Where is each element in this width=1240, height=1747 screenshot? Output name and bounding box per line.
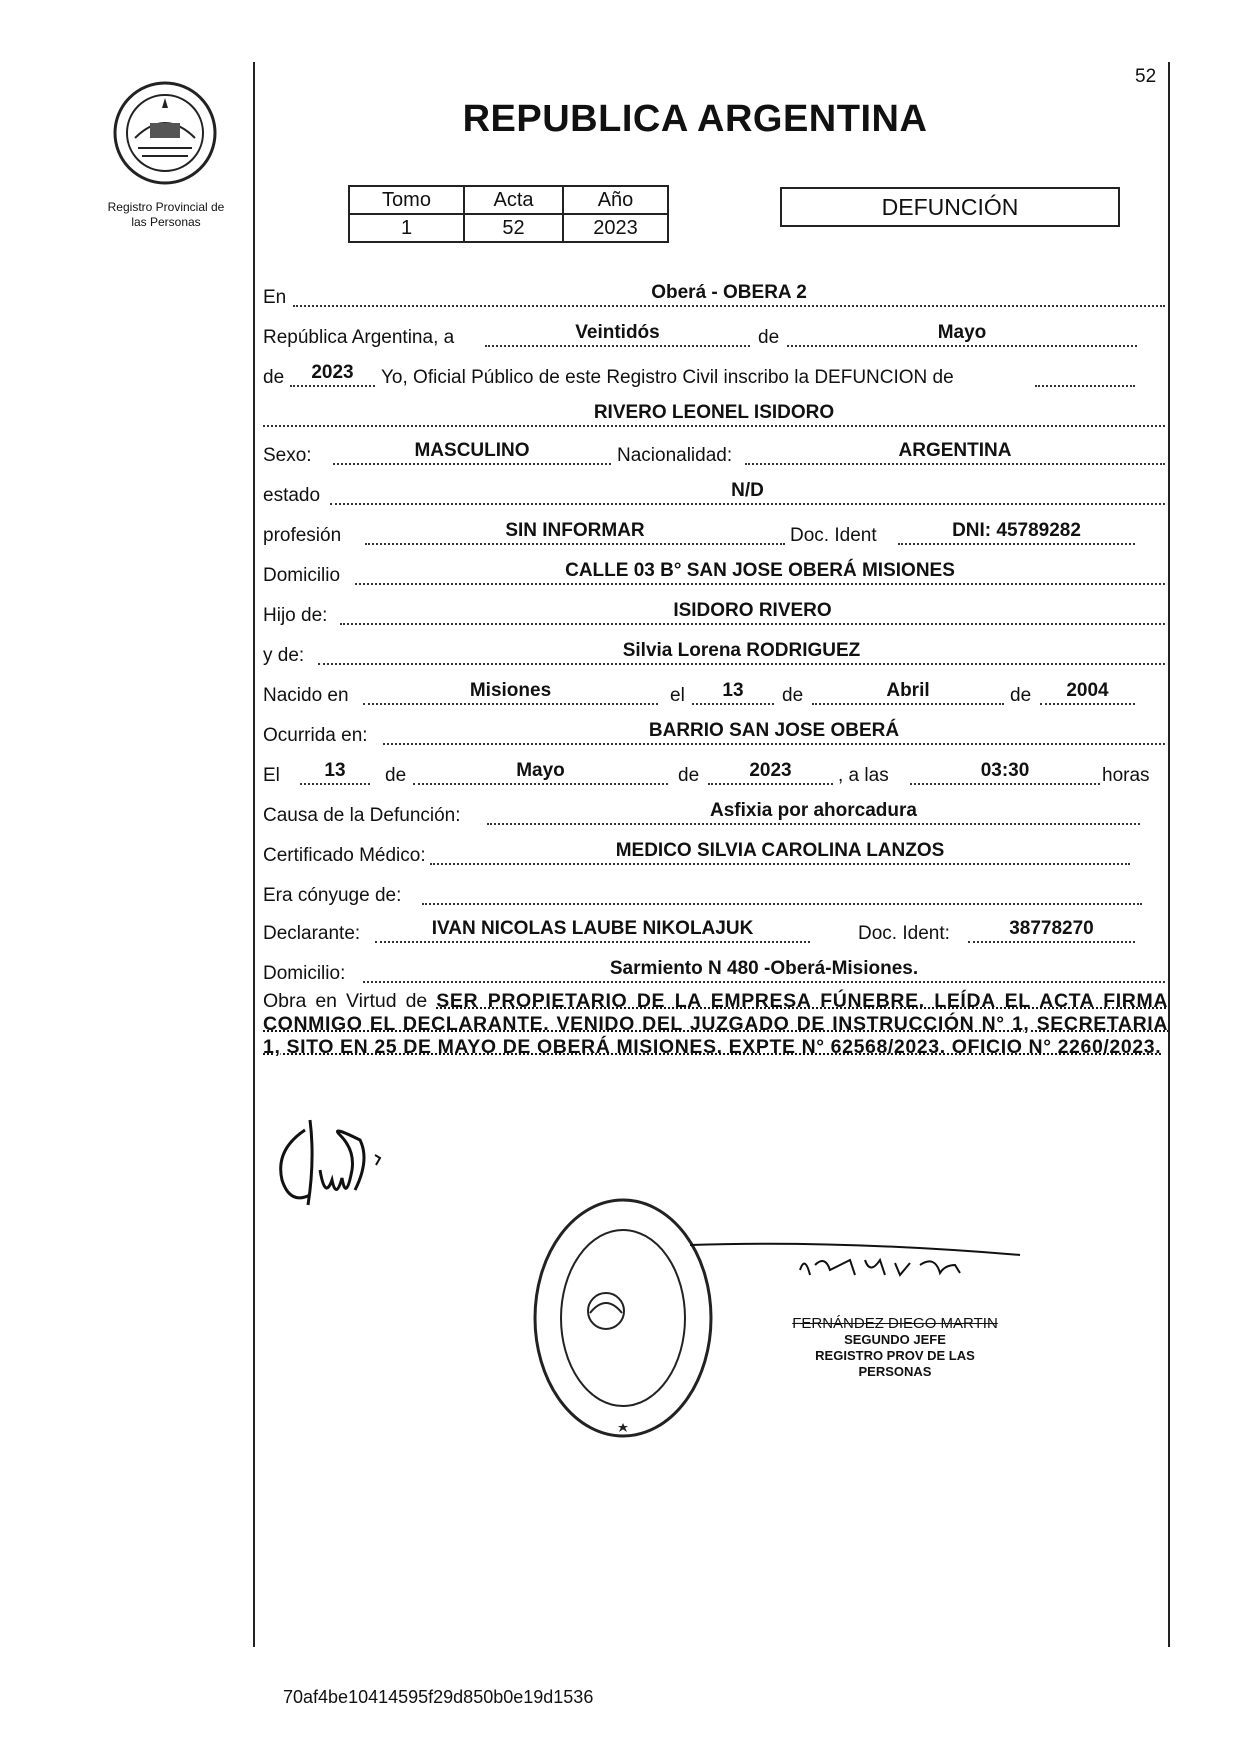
domicilio-value: CALLE 03 B° SAN JOSE OBERÁ MISIONES [355,561,1165,585]
sexo-value: MASCULINO [333,441,611,465]
declarante-label: Declarante: [263,923,361,944]
hijo-value: ISIDORO RIVERO [340,601,1165,625]
official-signature-block [780,1316,1010,1380]
document-hash: 70af4be10414595f29d850b0e19d1536 [283,1687,594,1707]
ocurrida-label: Ocurrida en: [263,725,368,746]
domicilio-label: Domicilio [263,565,341,586]
year-value: 2023 [290,363,375,387]
nacido-day: 13 [692,681,774,705]
conyuge-value [422,881,1142,905]
death-year: 2023 [708,761,833,785]
domicilio2-value: Sarmiento N 480 -Oberá-Misiones. [363,959,1165,983]
obra-value: SER PROPIETARIO DE LA EMPRESA FÚNEBRE. LEÍDA EL ACTA FIRMA CONMIGO EL DECLARANTE. VENIDO DEL JUZGADO DE INSTRUCCIÓN N° 1, SECRETARIA 1, SITO EN 25 DE MAYO DE OBERÁ MISIONES. EXPTE N° 62568/2023. OFICIO N° 2260/2023. [263,990,1168,1058]
left-margin-line [253,62,255,1647]
ocurrida-value: BARRIO SAN JOSE OBERÁ [383,721,1165,745]
en-value: Oberá - OBERA 2 [293,283,1165,307]
hijo-label: Hijo de: [263,605,328,626]
yde-label: y de: [263,645,305,666]
acta-value: 52 [464,214,563,242]
official-stamp-icon [528,1193,718,1443]
cert-value: MEDICO SILVIA CAROLINA LANZOS [430,841,1130,865]
causa-label: Causa de la Defunción: [263,805,461,826]
month-text: Mayo [787,323,1137,347]
org-name: Registro Provincial de las Personas [107,200,225,229]
death-time: 03:30 [910,761,1100,785]
el-cap-label: El [263,765,280,786]
anio-value: 2023 [563,214,668,242]
doc2-label: Doc. Ident: [858,923,950,944]
year-prefix: de [263,367,285,388]
page-number: 52 [1135,66,1157,87]
de3-label: de [1010,685,1032,706]
death-month: Mayo [413,761,668,785]
right-margin-line [1168,62,1170,1647]
tomo-value: 1 [349,214,464,242]
doc2-value: 38778270 [968,919,1135,943]
nacionalidad-value: ARGENTINA [745,441,1165,465]
profesion-value: SIN INFORMAR [365,521,785,545]
record-type-box: DEFUNCIÓN [780,187,1120,227]
official-org: REGISTRO PROV DE LAS PERSONAS [815,1348,975,1379]
de4-label: de [385,765,407,786]
official-name: FERNÁNDEZ DIEGO MARTIN [792,1315,998,1332]
conyuge-label: Era cónyuge de: [263,885,402,906]
nacionalidad-label: Nacionalidad: [617,445,733,466]
obra-label: Obra en Virtud de [263,990,428,1012]
domicilio2-label: Domicilio: [263,963,346,984]
inscribo-fill [1035,363,1135,387]
doc-value: DNI: 45789282 [898,521,1135,545]
declarante-value: IVAN NICOLAS LAUBE NIKOLAJUK [375,919,810,943]
causa-value: Asfixia por ahorcadura [487,801,1140,825]
nacido-label: Nacido en [263,685,349,706]
anio-header: Año [563,186,668,214]
de5-label: de [678,765,700,786]
profesion-label: profesión [263,525,342,546]
nacido-month: Abril [812,681,1004,705]
estado-value: N/D [330,481,1165,505]
acta-header: Acta [464,186,563,214]
alas-label: , a las [838,765,889,786]
estado-label: estado [263,485,321,506]
el-label: el [670,685,685,706]
day-text: Veintidós [485,323,750,347]
horas-label: horas [1102,765,1150,786]
en-label: En [263,287,287,308]
declarant-signature-icon [270,1110,400,1220]
tomo-header: Tomo [349,186,464,214]
de-label: de [758,327,780,348]
obra-paragraph [263,990,1168,1059]
republica-label: República Argentina, a [263,327,455,348]
cert-label: Certificado Médico: [263,845,426,866]
official-role: SEGUNDO JEFE [844,1332,946,1347]
sexo-label: Sexo: [263,445,312,466]
page-title: REPUBLICA ARGENTINA [462,98,928,140]
inscribo-text: Yo, Oficial Público de este Registro Civil inscribo la DEFUNCION de [381,367,954,388]
registry-table [348,185,669,243]
yde-value: Silvia Lorena RODRIGUEZ [318,641,1165,665]
nacido-year: 2004 [1040,681,1135,705]
nacido-value: Misiones [363,681,658,705]
de2-label: de [782,685,804,706]
deceased-name: RIVERO LEONEL ISIDORO [263,403,1165,427]
death-day: 13 [300,761,370,785]
official-signature-icon [690,1235,1030,1295]
doc-label: Doc. Ident [790,525,877,546]
